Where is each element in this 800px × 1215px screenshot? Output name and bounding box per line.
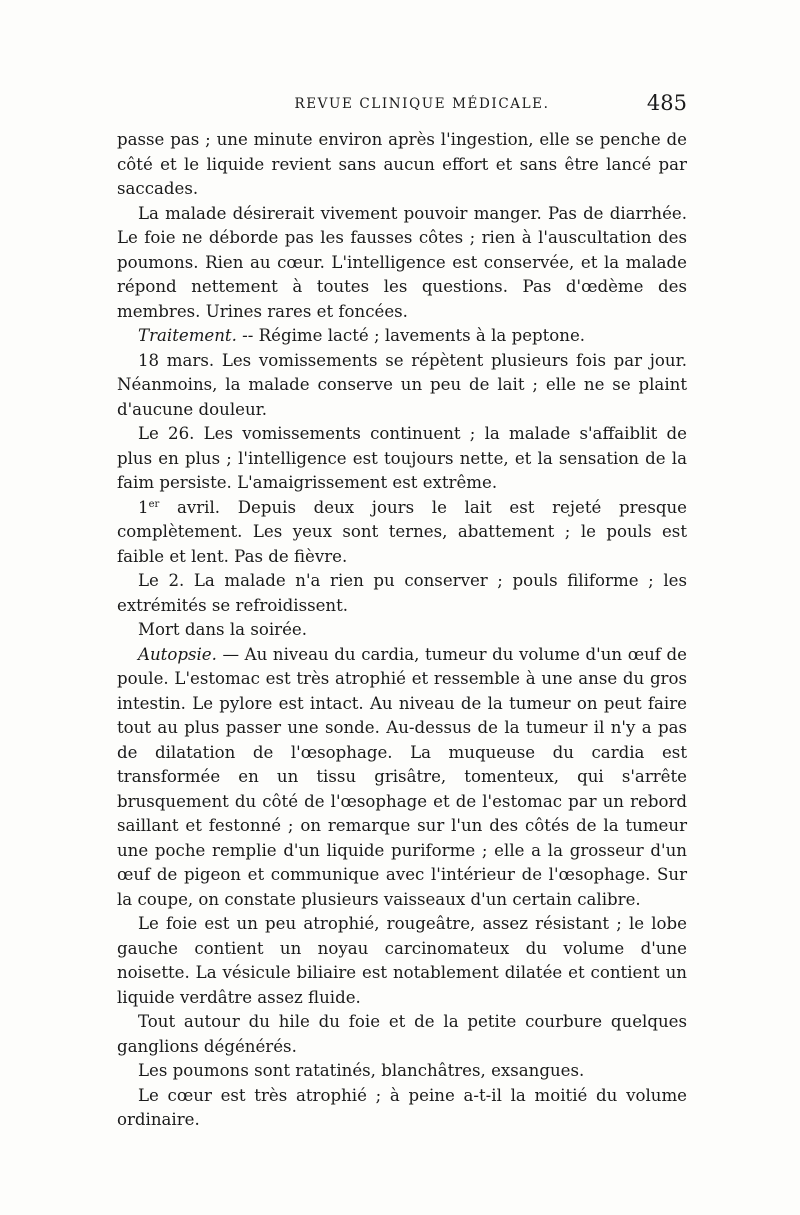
- paragraph-continuation: [117, 128, 687, 202]
- paragraph-march-18: [117, 349, 687, 423]
- paragraph-text: Les poumons sont ratatinés, blanchâtres, exsangues.: [138, 1061, 585, 1080]
- paragraph-april-2: [117, 569, 687, 618]
- page-number: 485: [646, 91, 687, 115]
- paragraph-april-1: [117, 496, 687, 570]
- section-lead-treatment: Traitement.: [138, 326, 237, 345]
- running-title: REVUE CLINIQUE MÉDICALE.: [294, 96, 550, 112]
- paragraph-heart: [117, 1084, 687, 1133]
- paragraph-text: avril. Depuis deux jours le lait est rejeté presque complètement. Les yeux sont ternes, abattement ; le pouls est faible et lent. Pas de fièvre.: [117, 497, 687, 566]
- date-ordinal: 1: [138, 497, 149, 517]
- paragraph-text: Le 26. Les vomissements continuent ; la malade s'affaiblit de plus en plus ; l'intelligence est toujours nette, et la sensation de la faim persiste. L'amaigrissement est extrême.: [117, 424, 687, 492]
- paragraph-text: passe pas ; une minute environ après l'ingestion, elle se penche de côté et le liquide revient sans aucun effort et sans être lancé par saccades.: [117, 130, 687, 198]
- paragraph-text: Le cœur est très atrophié ; à peine a-t-il la moitié du volume ordinaire.: [117, 1085, 687, 1129]
- paragraph-lungs: [117, 1059, 687, 1084]
- paragraph-liver: [117, 912, 687, 1010]
- paragraph-text: Tout autour du hile du foie et de la petite courbure quelques ganglions dégénérés.: [117, 1012, 687, 1056]
- running-header: [117, 91, 687, 120]
- paragraph-text: 18 mars. Les vomissements se répètent plusieurs fois par jour. Néanmoins, la malade conserve un peu de lait ; elle ne se plaint d'aucune douleur.: [117, 350, 687, 419]
- ordinal-suffix: er: [148, 498, 160, 510]
- paragraph-autopsy: [117, 643, 687, 913]
- paragraph-ganglia: [117, 1010, 687, 1059]
- section-lead-autopsy: Autopsie.: [138, 644, 217, 664]
- paragraph-treatment: [117, 324, 687, 349]
- paragraph-march-26: [117, 422, 687, 496]
- paragraph-text: Mort dans la soirée.: [138, 620, 307, 639]
- paragraph-text: Le 2. La malade n'a rien pu conserver ; pouls filiforme ; les extrémités se refroidissent.: [117, 571, 687, 615]
- paragraph-clinical-state: [117, 202, 687, 325]
- paragraph-text: Le foie est un peu atrophié, rougeâtre, assez résistant ; le lobe gauche contient un noyau carcinomateux du volume d'une noisette. La vésicule biliaire est notablement dilatée et contient un liquide verdâtre assez fluide.: [117, 914, 687, 1007]
- paragraph-text: — Au niveau du cardia, tumeur du volume d'un œuf de poule. L'estomac est très atrophié et ressemble à une anse du gros intestin. Le pylore est intact. Au niveau de la tumeur on peut faire tout au plus passer une sonde. Au-dessus de la tumeur il n'y a pas de dilatation de l'œsophage. La muqueuse du cardia est transformée en un tissu grisâtre, tomenteux, qui s'arrête brusquement du côté de l'œsophage et de l'estomac par un rebord saillant et festonné ; on remarque sur l'un des côtés de la tumeur une poche remplie d'un liquide puriforme ; elle a la grosseur d'un œuf de pigeon et communique avec l'intérieur de l'œsophage. Sur la coupe, on constate plusieurs vaisseaux d'un certain calibre.: [117, 644, 687, 909]
- paragraph-text: -- Régime lacté ; lavements à la peptone.: [236, 326, 586, 345]
- body-text: [117, 128, 687, 1133]
- paragraph-death: [117, 618, 687, 643]
- paragraph-text: La malade désirerait vivement pouvoir manger. Pas de diarrhée. Le foie ne déborde pas les fausses côtes ; rien à l'auscultation des poumons. Rien au cœur. L'intelligence est conservée, et la malade répond nettement à toutes les questions. Pas d'œdème des membres. Urines rares et foncées.: [117, 203, 687, 321]
